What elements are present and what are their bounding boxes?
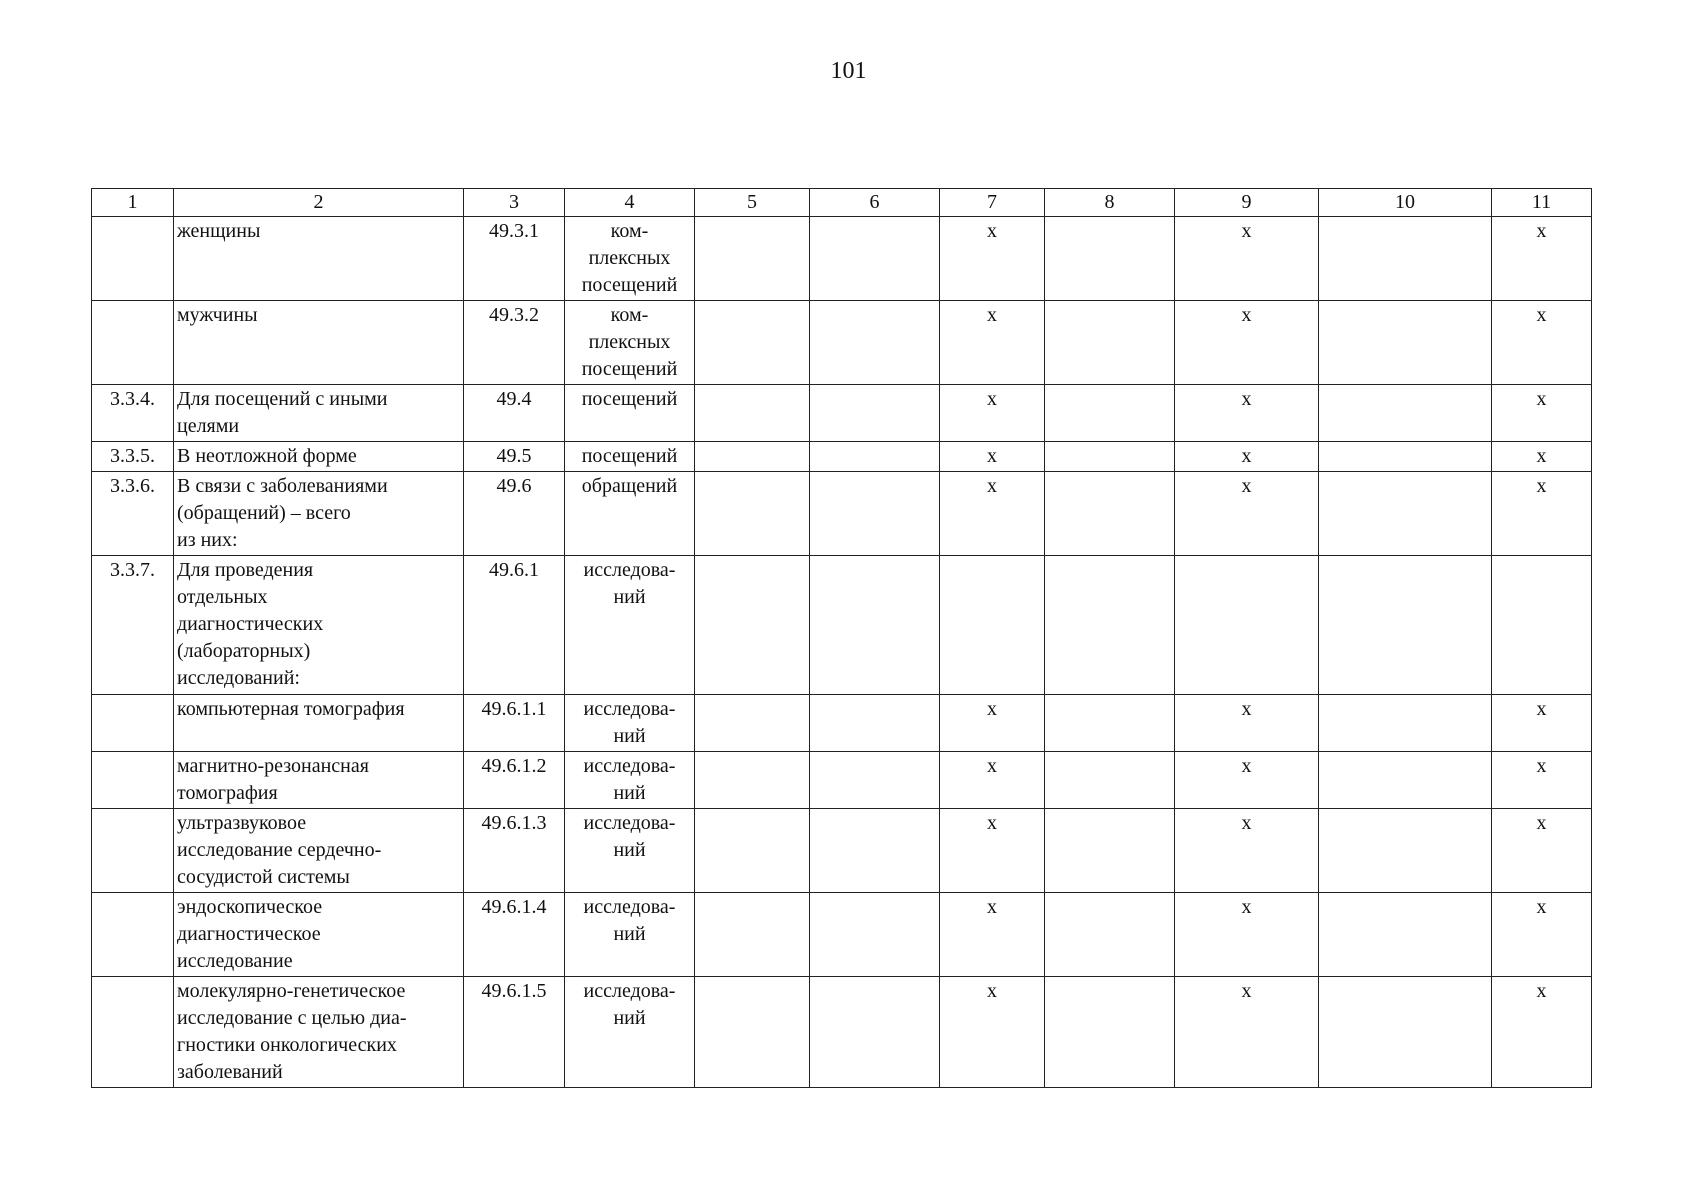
empty-cell <box>810 556 940 695</box>
page-number: 101 <box>830 58 867 84</box>
x-mark-cell: x <box>1175 752 1319 809</box>
table-row <box>92 752 1592 809</box>
empty-cell <box>1045 472 1175 556</box>
x-mark-cell: x <box>1492 472 1592 556</box>
empty-cell <box>1319 217 1492 301</box>
header-cell: 6 <box>810 189 940 217</box>
row-description-cell: магнитно-резонансная томография <box>174 752 464 809</box>
row-number-cell: 3.3.4. <box>92 385 174 442</box>
table-row <box>92 809 1592 893</box>
empty-cell <box>1319 893 1492 977</box>
x-mark-cell: x <box>1175 301 1319 385</box>
x-mark-cell: x <box>940 442 1045 472</box>
empty-cell <box>810 217 940 301</box>
header-cell: 2 <box>174 189 464 217</box>
row-unit-cell: обращений <box>565 472 695 556</box>
row-code-cell: 49.3.1 <box>464 217 565 301</box>
row-number-cell <box>92 752 174 809</box>
table-row <box>92 442 1592 472</box>
header-cell: 4 <box>565 189 695 217</box>
empty-cell <box>1045 752 1175 809</box>
row-unit-cell: исследова- ний <box>565 752 695 809</box>
x-mark-cell: x <box>1492 977 1592 1088</box>
empty-cell <box>1045 301 1175 385</box>
row-unit-cell: посещений <box>565 385 695 442</box>
row-description-cell: Для посещений с иными целями <box>174 385 464 442</box>
x-mark-cell: x <box>940 752 1045 809</box>
table-row <box>92 893 1592 977</box>
empty-cell <box>1492 556 1592 695</box>
row-description-cell: Для проведения отдельных диагностических (лабораторных) исследований: <box>174 556 464 695</box>
empty-cell <box>695 385 810 442</box>
row-number-cell <box>92 217 174 301</box>
x-mark-cell: x <box>940 472 1045 556</box>
empty-cell <box>1045 442 1175 472</box>
empty-cell <box>1045 809 1175 893</box>
row-unit-cell: исследова- ний <box>565 893 695 977</box>
row-unit-cell: исследова- ний <box>565 809 695 893</box>
empty-cell <box>1319 977 1492 1088</box>
x-mark-cell: x <box>1175 809 1319 893</box>
empty-cell <box>1045 217 1175 301</box>
empty-cell <box>1319 752 1492 809</box>
empty-cell <box>1045 556 1175 695</box>
row-number-cell <box>92 809 174 893</box>
empty-cell <box>1319 809 1492 893</box>
row-code-cell: 49.6.1.2 <box>464 752 565 809</box>
row-number-cell: 3.3.7. <box>92 556 174 695</box>
row-code-cell: 49.3.2 <box>464 301 565 385</box>
empty-cell <box>810 809 940 893</box>
empty-cell <box>695 217 810 301</box>
statistics-table <box>91 188 1592 1088</box>
empty-cell <box>1319 472 1492 556</box>
x-mark-cell: x <box>1492 301 1592 385</box>
row-description-cell: мужчины <box>174 301 464 385</box>
empty-cell <box>1175 556 1319 695</box>
header-row <box>92 189 1592 217</box>
row-description-cell: ультразвуковое исследование сердечно- сосудистой системы <box>174 809 464 893</box>
table-row <box>92 556 1592 695</box>
empty-cell <box>940 556 1045 695</box>
x-mark-cell: x <box>1175 217 1319 301</box>
empty-cell <box>810 472 940 556</box>
x-mark-cell: x <box>1492 217 1592 301</box>
x-mark-cell: x <box>940 695 1045 752</box>
row-code-cell: 49.6.1.5 <box>464 977 565 1088</box>
x-mark-cell: x <box>1492 752 1592 809</box>
header-cell: 7 <box>940 189 1045 217</box>
row-number-cell <box>92 977 174 1088</box>
x-mark-cell: x <box>1492 893 1592 977</box>
empty-cell <box>695 301 810 385</box>
row-description-cell: В неотложной форме <box>174 442 464 472</box>
empty-cell <box>1319 556 1492 695</box>
x-mark-cell: x <box>1175 695 1319 752</box>
row-unit-cell: посещений <box>565 442 695 472</box>
table-row <box>92 695 1592 752</box>
x-mark-cell: x <box>1175 442 1319 472</box>
row-description-cell: компьютерная томография <box>174 695 464 752</box>
row-code-cell: 49.5 <box>464 442 565 472</box>
row-code-cell: 49.4 <box>464 385 565 442</box>
header-cell: 8 <box>1045 189 1175 217</box>
row-number-cell <box>92 893 174 977</box>
empty-cell <box>810 977 940 1088</box>
table-row <box>92 301 1592 385</box>
empty-cell <box>695 752 810 809</box>
header-cell: 1 <box>92 189 174 217</box>
row-description-cell: эндоскопическое диагностическое исследование <box>174 893 464 977</box>
row-unit-cell: исследова- ний <box>565 695 695 752</box>
row-code-cell: 49.6.1.4 <box>464 893 565 977</box>
empty-cell <box>810 301 940 385</box>
x-mark-cell: x <box>1175 472 1319 556</box>
table-body <box>92 217 1592 1088</box>
empty-cell <box>810 442 940 472</box>
row-code-cell: 49.6 <box>464 472 565 556</box>
x-mark-cell: x <box>1492 385 1592 442</box>
header-cell: 3 <box>464 189 565 217</box>
empty-cell <box>1319 301 1492 385</box>
empty-cell <box>1319 385 1492 442</box>
x-mark-cell: x <box>1175 977 1319 1088</box>
row-number-cell <box>92 695 174 752</box>
header-cell: 5 <box>695 189 810 217</box>
x-mark-cell: x <box>940 301 1045 385</box>
x-mark-cell: x <box>1492 442 1592 472</box>
row-code-cell: 49.6.1.1 <box>464 695 565 752</box>
header-cell: 10 <box>1319 189 1492 217</box>
row-unit-cell: исследова- ний <box>565 977 695 1088</box>
empty-cell <box>695 442 810 472</box>
x-mark-cell: x <box>940 385 1045 442</box>
table-row <box>92 217 1592 301</box>
row-unit-cell: ком- плексных посещений <box>565 301 695 385</box>
empty-cell <box>810 752 940 809</box>
row-description-cell: женщины <box>174 217 464 301</box>
row-description-cell: В связи с заболеваниями (обращений) – всего из них: <box>174 472 464 556</box>
empty-cell <box>695 556 810 695</box>
header-cell: 9 <box>1175 189 1319 217</box>
empty-cell <box>1045 385 1175 442</box>
empty-cell <box>695 893 810 977</box>
empty-cell <box>695 809 810 893</box>
empty-cell <box>1045 695 1175 752</box>
table-row <box>92 385 1592 442</box>
empty-cell <box>1045 977 1175 1088</box>
x-mark-cell: x <box>940 893 1045 977</box>
row-number-cell: 3.3.5. <box>92 442 174 472</box>
x-mark-cell: x <box>1175 385 1319 442</box>
table-row <box>92 472 1592 556</box>
empty-cell <box>695 695 810 752</box>
row-description-cell: молекулярно-генетическое исследование с целью диа- гностики онкологических заболеваний <box>174 977 464 1088</box>
x-mark-cell: x <box>940 977 1045 1088</box>
empty-cell <box>810 385 940 442</box>
x-mark-cell: x <box>1492 809 1592 893</box>
row-code-cell: 49.6.1 <box>464 556 565 695</box>
empty-cell <box>810 893 940 977</box>
row-code-cell: 49.6.1.3 <box>464 809 565 893</box>
empty-cell <box>810 695 940 752</box>
empty-cell <box>1319 695 1492 752</box>
row-unit-cell: исследова- ний <box>565 556 695 695</box>
empty-cell <box>695 977 810 1088</box>
x-mark-cell: x <box>940 217 1045 301</box>
row-number-cell <box>92 301 174 385</box>
empty-cell <box>1319 442 1492 472</box>
x-mark-cell: x <box>1492 695 1592 752</box>
row-number-cell: 3.3.6. <box>92 472 174 556</box>
x-mark-cell: x <box>940 809 1045 893</box>
header-cell: 11 <box>1492 189 1592 217</box>
table-row <box>92 977 1592 1088</box>
row-unit-cell: ком- плексных посещений <box>565 217 695 301</box>
empty-cell <box>1045 893 1175 977</box>
x-mark-cell: x <box>1175 893 1319 977</box>
empty-cell <box>695 472 810 556</box>
